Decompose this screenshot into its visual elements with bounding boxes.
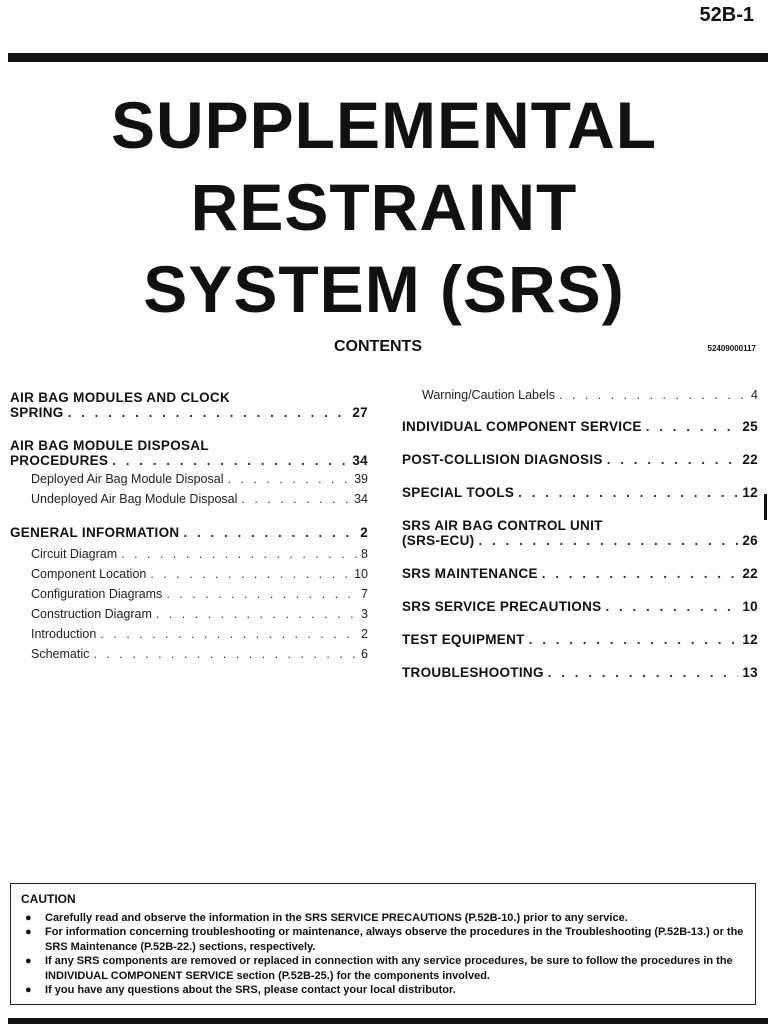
leader-dots: [100, 627, 357, 641]
caution-item: [21, 954, 745, 983]
toc-right-column: [402, 388, 758, 680]
leader-dots: [93, 647, 357, 661]
toc-entry-title: TROUBLESHOOTING: [402, 665, 544, 680]
toc-subentry-construction-diagram[interactable]: [31, 607, 368, 621]
toc-entry-title: Configuration Diagrams: [31, 587, 163, 601]
page-code: 52B-1: [699, 4, 754, 26]
toc-subentry-warning-labels[interactable]: [422, 388, 758, 402]
leader-dots: [121, 547, 357, 561]
caution-text: Carefully read and observe the information in the SRS SERVICE PRECAUTIONS (P.52B-10.) prior to any service.: [45, 911, 628, 924]
toc-entry-title: POST-COLLISION DIAGNOSIS: [402, 452, 603, 467]
toc-subentry-schematic[interactable]: [31, 647, 368, 661]
toc-entry-post-collision-diagnosis[interactable]: [402, 452, 758, 467]
toc-entry-title-cont: (SRS-ECU): [402, 533, 475, 548]
toc-entry-title: Component Location: [31, 567, 147, 581]
caution-item: [21, 911, 745, 926]
toc-page-number: 25: [742, 419, 758, 434]
toc-entry-title: AIR BAG MODULE DISPOSAL: [10, 438, 209, 453]
leader-dots: [112, 453, 348, 468]
toc-entry-srs-service-precautions[interactable]: [402, 599, 758, 614]
leader-dots: [166, 587, 357, 601]
toc-entry-title: TEST EQUIPMENT: [402, 632, 525, 647]
toc-entry-disposal-procedures[interactable]: [10, 438, 368, 468]
toc-page-number: 12: [742, 632, 758, 647]
toc-entry-srs-ecu[interactable]: [402, 518, 758, 548]
title-line-3: SYSTEM (SRS): [143, 252, 625, 326]
toc-entry-title: Construction Diagram: [31, 607, 152, 621]
bullet-icon: ●: [25, 984, 32, 996]
toc-page-number: 34: [352, 453, 368, 468]
toc-page-number: 7: [361, 587, 368, 601]
leader-dots: [150, 567, 350, 581]
toc-entry-individual-component-service[interactable]: [402, 419, 758, 434]
toc-page-number: 12: [742, 485, 758, 500]
toc-page-number: 39: [354, 472, 368, 486]
title-line-2: RESTRAINT: [190, 170, 578, 244]
leader-dots: [646, 419, 739, 434]
toc-page-number: 2: [360, 525, 368, 540]
leader-dots: [605, 599, 738, 614]
toc-left-column: [10, 390, 368, 661]
leader-dots: [559, 388, 747, 402]
caution-title: CAUTION: [21, 892, 76, 906]
caution-box: [10, 883, 756, 1005]
caution-text: If you have any questions about the SRS, please contact your local distributor.: [45, 984, 456, 996]
toc-entry-title: AIR BAG MODULES AND CLOCK: [10, 390, 230, 405]
bullet-icon: ●: [25, 955, 32, 967]
contents-heading: CONTENTS: [334, 338, 422, 355]
toc-subentry-component-location[interactable]: [31, 567, 368, 581]
toc-entry-title: SRS SERVICE PRECAUTIONS: [402, 599, 602, 614]
toc-entry-title-cont: PROCEDURES: [10, 453, 109, 468]
toc-entry-title: Circuit Diagram: [31, 547, 118, 561]
toc-page-number: 6: [361, 647, 368, 661]
toc-entry-title: SRS MAINTENANCE: [402, 566, 538, 581]
toc-subentry-circuit-diagram[interactable]: [31, 547, 368, 561]
toc-page-number: 10: [354, 567, 368, 581]
toc-entry-title: Undeployed Air Bag Module Disposal: [31, 492, 238, 506]
toc-subentry-deployed-disposal[interactable]: [31, 472, 368, 486]
leader-dots: [183, 525, 356, 540]
leader-dots: [156, 607, 357, 621]
toc-page-number: 22: [742, 452, 758, 467]
caution-item: [21, 925, 745, 954]
margin-mark: [764, 494, 767, 520]
toc-page-number: 26: [742, 533, 758, 548]
toc-entry-title-cont: SPRING: [10, 405, 64, 420]
caution-text: If any SRS components are removed or replaced in connection with any service procedures, be sure to follow the procedures in the INDIVIDUAL COMPONENT SERVICE section (P.52B-25.) for the components involved.: [45, 955, 733, 982]
toc-entry-title: Introduction: [31, 627, 97, 641]
toc-entry-title: Warning/Caution Labels: [422, 388, 555, 402]
caution-text: For information concerning troubleshooting or maintenance, always observe the procedures in the Troubleshooting (P.52B-13.) or the SRS Maintenance (P.52B-22.) sections, respectively.: [45, 926, 744, 953]
leader-dots: [548, 665, 739, 680]
leader-dots: [607, 452, 739, 467]
leader-dots: [529, 632, 739, 647]
toc-page-number: 13: [742, 665, 758, 680]
leader-dots: [241, 492, 350, 506]
toc-subentry-undeployed-disposal[interactable]: [31, 492, 368, 506]
toc-page-number: 22: [742, 566, 758, 581]
leader-dots: [518, 485, 738, 500]
toc-page-number: 3: [361, 607, 368, 621]
toc-entry-srs-maintenance[interactable]: [402, 566, 758, 581]
bullet-icon: ●: [25, 926, 32, 938]
document-title: [0, 84, 768, 330]
bullet-icon: ●: [25, 911, 32, 924]
toc-entry-title: INDIVIDUAL COMPONENT SERVICE: [402, 419, 642, 434]
toc-subentry-introduction[interactable]: [31, 627, 368, 641]
toc-page-number: 27: [352, 405, 368, 420]
toc-page-number: 4: [751, 388, 758, 402]
toc-entry-special-tools[interactable]: [402, 485, 758, 500]
document-number: 52409000117: [707, 344, 756, 353]
bottom-rule: [8, 1018, 768, 1024]
toc-entry-title: SRS AIR BAG CONTROL UNIT: [402, 518, 603, 533]
toc-entry-title: GENERAL INFORMATION: [10, 525, 180, 540]
top-rule: [8, 53, 768, 62]
leader-dots: [227, 472, 350, 486]
toc-page-number: 8: [361, 547, 368, 561]
toc-entry-air-bag-modules[interactable]: [10, 390, 368, 420]
toc-page-number: 10: [742, 599, 758, 614]
toc-page-number: 2: [361, 627, 368, 641]
toc-entry-title: SPECIAL TOOLS: [402, 485, 515, 500]
leader-dots: [542, 566, 739, 581]
toc-entry-general-information[interactable]: [10, 525, 368, 540]
title-line-1: SUPPLEMENTAL: [110, 88, 658, 162]
toc-entry-troubleshooting[interactable]: [402, 665, 758, 680]
toc-entry-title: Deployed Air Bag Module Disposal: [31, 472, 224, 486]
toc-page-number: 34: [354, 492, 368, 506]
caution-item: [21, 983, 745, 998]
leader-dots: [478, 533, 738, 548]
leader-dots: [68, 405, 349, 420]
toc-entry-title: Schematic: [31, 647, 90, 661]
toc-entry-test-equipment[interactable]: [402, 632, 758, 647]
toc-subentry-configuration-diagrams[interactable]: [31, 587, 368, 601]
